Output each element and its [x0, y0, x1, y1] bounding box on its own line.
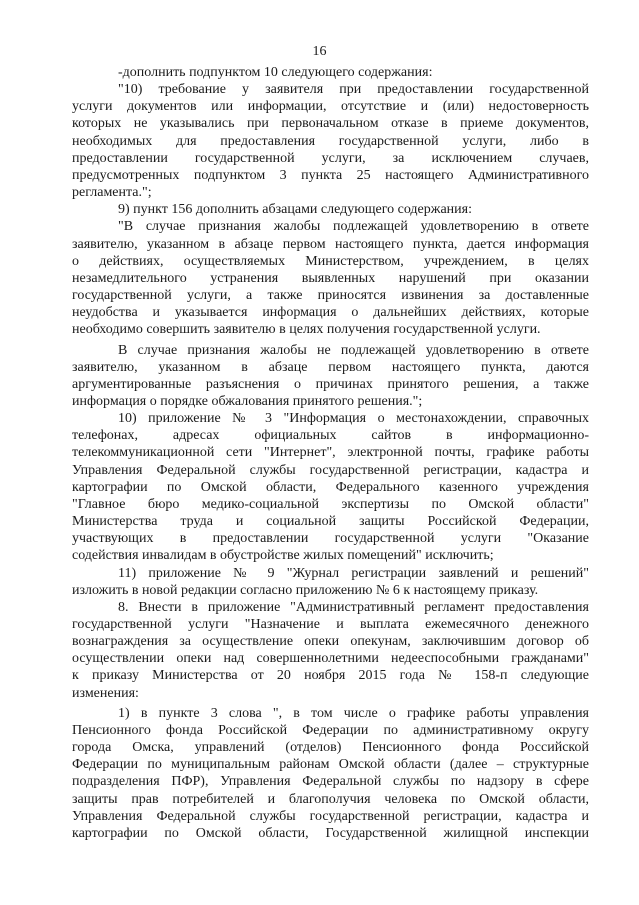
text-line: которых не указывались при первоначальном отказе в приеме документов,: [72, 116, 589, 132]
text-line: города Омска, управлений (отделов) Пенсионного фонда Российской: [72, 740, 589, 756]
text-line: "В случае признания жалобы подлежащей удовлетворению в ответе: [118, 219, 589, 235]
text-line: Пенсионного фонда Российской Федерации по административному округу: [72, 722, 589, 738]
text-line: государственной услуги, а также приносятся извинения за доставленные: [72, 288, 589, 304]
text-line: 10) приложение № 3 "Информация о местонахождении, справочных: [118, 411, 589, 427]
text-line: 11) приложение № 9 "Журнал регистрации заявлений и решений": [118, 565, 589, 581]
text-line: вознаграждения за осуществление опеки опекунам, заключившим договор об: [72, 634, 589, 650]
text-line: необходимых для предоставления государственной услуги, либо в: [72, 133, 589, 149]
text-line: услуги документов или информации, отсутствие и (или) недостоверность: [72, 99, 589, 115]
text-line: Управления Федеральной службы государственной регистрации, кадастра и: [72, 808, 589, 824]
text-line: о действиях, осуществляемых Министерством, учреждением, в целях: [72, 253, 589, 269]
text-line: телекоммуникационной сети "Интернет", электронной почты, графике работы: [72, 445, 589, 461]
text-line: Министерства труда и социальной защиты Российской Федерации,: [72, 514, 589, 530]
text-line: -дополнить подпунктом 10 следующего содержания:: [118, 65, 433, 80]
text-line: "10) требование у заявителя при предоставлении государственной: [118, 82, 589, 98]
text-line: 8. Внести в приложение "Административный регламент предоставления: [118, 599, 589, 615]
text-line: неудобства и указывается информация о дальнейших действиях, которые: [72, 305, 589, 321]
text-line: необходимо совершить заявителю в целях получения государственной услуги.: [72, 322, 541, 338]
text-line: предусмотренных подпунктом 3 пункта 25 настоящего Административного: [72, 167, 589, 183]
text-line: участвующих в предоставлении государственной услуги "Оказание: [72, 531, 589, 547]
text-line: предоставлении государственной услуги, за исключением случаев,: [72, 150, 589, 166]
text-line: регламента.";: [72, 185, 152, 201]
text-line: осуществлении опеки над совершеннолетними недееспособными гражданами": [72, 651, 589, 667]
text-line: телефонах, адресах официальных сайтов в информационно-: [72, 428, 589, 444]
text-line: Федерации по муниципальным районам Омской области (далее – структурные: [72, 757, 589, 773]
text-line: изложить в новой редакции согласно приложению № 6 к настоящему приказу.: [72, 582, 539, 598]
text-line: к приказу Министерства от 20 ноября 2015 года № 158-п следующие: [72, 668, 589, 684]
text-line: В случае признания жалобы не подлежащей удовлетворению в ответе: [118, 342, 589, 358]
text-line: Управления Федеральной службы государственной регистрации, кадастра и: [72, 462, 589, 478]
text-line: заявителю, указанном в абзаце первом настоящего пункта, дается информация: [72, 236, 589, 252]
text-line: незамедлительного устранения выявленных нарушений при оказании: [72, 270, 589, 286]
text-line: защиты прав потребителей и благополучия человека по Омской области,: [72, 791, 589, 807]
page-number: 16: [312, 44, 327, 59]
text-line: государственной услуги "Назначение и выплата ежемесячного денежного: [72, 617, 589, 632]
text-line: содействия инвалидам в обустройстве жилых помещений" исключить;: [72, 548, 494, 564]
text-line: 1) в пункте 3 слова ", в том числе о графике работы управления: [118, 705, 589, 721]
text-line: аргументированные разъяснения о причинах принятого решения, а также: [72, 376, 589, 392]
text-line: "Главное бюро медико-социальной экспертизы по Омской области": [72, 496, 589, 512]
text-line: изменения:: [72, 685, 139, 701]
text-line: картографии по Омской области, Федерального казенного учреждения: [72, 479, 589, 495]
text-line: 9) пункт 156 дополнить абзацами следующего содержания:: [118, 202, 472, 218]
text-line: подразделения ПФР), Управления Федеральной службы по надзору в сфере: [72, 774, 589, 790]
document-body: [72, 64, 589, 842]
text-line: информация о порядке обжалования принятого решения.";: [72, 393, 423, 409]
text-line: заявителю, указанном в абзаце первом настоящего пункта, даются: [72, 359, 589, 375]
text-line: картографии по Омской области, Государственной жилищной инспекции: [72, 825, 589, 841]
